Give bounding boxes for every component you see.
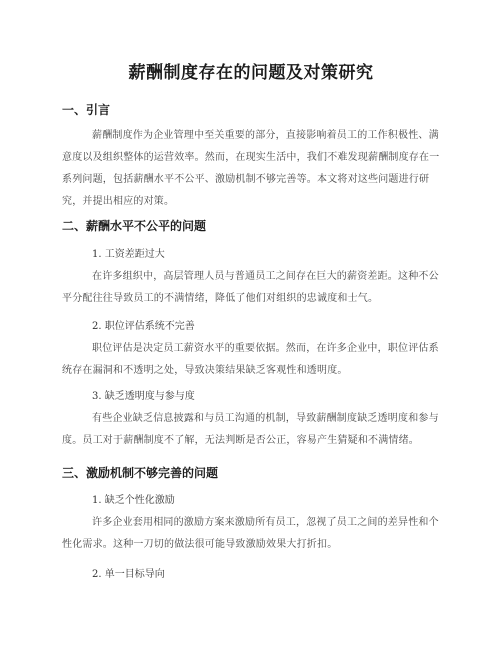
paragraph-wage-gap: 在许多组织中，高层管理人员与普通员工之间存在巨大的薪资差距。这种不公平分配往往导致员工的不满情绪，降低了他们对组织的忠诚度和士气。 <box>62 271 439 304</box>
section-heading-introduction: 一、引言 <box>62 103 111 117</box>
paragraph-job-evaluation: 职位评估是决定员工薪资水平的重要依据。然而，在许多企业中，职位评估系统存在漏洞和不透明之处，导致决策结果缺乏客观性和透明度。 <box>62 343 439 376</box>
subheading-job-evaluation: 2. 职位评估系统不完善 <box>92 321 195 332</box>
subheading-wage-gap: 1. 工资差距过大 <box>92 249 165 260</box>
section-heading-incentives: 三、激励机制不够完善的问题 <box>62 466 219 480</box>
paragraph-transparency: 有些企业缺乏信息披露和与员工沟通的机制，导致薪酬制度缺乏透明度和参与度。员工对于薪酬制度不了解，无法判断是否公正，容易产生猜疑和不满情绪。 <box>62 413 439 446</box>
subheading-personalized-incentives: 1. 缺乏个性化激励 <box>92 495 175 506</box>
subheading-single-goal: 2. 单一目标导向 <box>92 569 165 580</box>
section-heading-unfair-pay: 二、薪酬水平不公平的问题 <box>62 219 207 233</box>
document-title: 薪酬制度存在的问题及对策研究 <box>128 63 374 83</box>
subheading-transparency: 3. 缺乏透明度与参与度 <box>92 391 195 402</box>
section-paragraph-introduction: 薪酬制度作为企业管理中至关重要的部分，直接影响着员工的工作积极性、满意度以及组织整体的运营效率。然而，在现实生活中，我们不难发现薪酬制度存在一系列问题，包括薪酬水平不公平、激励机制不够完善等。本文将对这些问题进行研究，并提出相应的对策。 <box>62 130 440 207</box>
paragraph-personalized-incentives: 许多企业套用相同的激励方案来激励所有员工，忽视了员工之间的差异性和个性化需求。这种一刀切的做法很可能导致激励效果大打折扣。 <box>62 517 439 550</box>
